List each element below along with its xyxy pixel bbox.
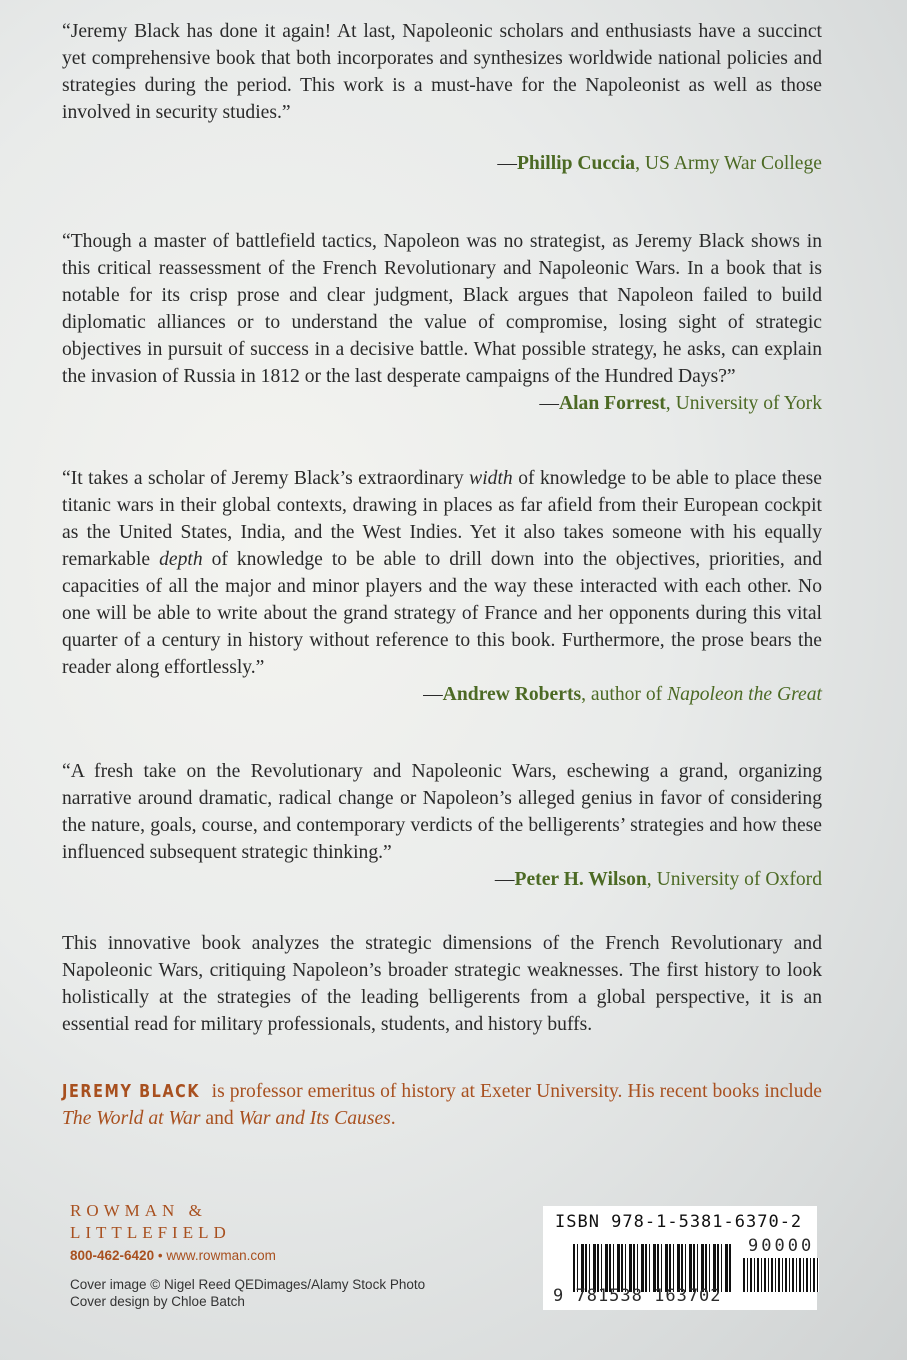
dash: — <box>539 393 559 414</box>
bullet: • <box>154 1248 167 1263</box>
cover-credits <box>70 1276 425 1310</box>
price-code: 90000 <box>748 1236 815 1256</box>
quote-3 <box>62 465 822 708</box>
reviewer-name: Andrew Roberts <box>442 684 582 705</box>
book-description: This innovative book analyzes the strategic dimensions of the French Revolutionary and Napoleonic Wars, critiquing Napoleon’s broader strategic weaknesses. The first history to look holistically at the strategies of the leading belligerents from a global perspective, it is an essential read for military professionals, students, and history buffs. <box>62 933 822 1035</box>
dash: — <box>423 684 443 705</box>
text: is professor emeritus of history at Exeter University. His recent books include <box>206 1081 822 1102</box>
emphasis: width <box>469 468 513 489</box>
reviewer-name: Alan Forrest <box>558 393 666 414</box>
author-bio <box>62 1078 822 1132</box>
reviewer-affiliation: , University of Oxford <box>646 869 822 890</box>
text: “It takes a scholar of Jeremy Black’s extraordinary <box>62 468 470 489</box>
book-title: The World at War <box>62 1108 201 1129</box>
credit-line: Cover design by Chloe Batch <box>70 1294 245 1309</box>
addon-bars <box>743 1258 819 1292</box>
dash: — <box>494 869 515 890</box>
reviewer-affiliation: , author of <box>581 684 668 705</box>
barcode-digits: 9 781538 163702 <box>553 1286 722 1306</box>
isbn-text: ISBN 978-1-5381-6370-2 <box>555 1212 803 1232</box>
text: . <box>390 1108 396 1129</box>
quote-2 <box>62 228 822 417</box>
website: www.rowman.com <box>166 1248 276 1263</box>
emphasis: depth <box>159 549 203 570</box>
quote-attribution <box>62 390 822 417</box>
isbn-barcode <box>543 1206 817 1310</box>
reviewer-affiliation: , University of York <box>665 393 822 414</box>
reviewer-name: Phillip Cuccia <box>516 153 636 174</box>
publisher-contact <box>70 1248 276 1263</box>
publisher-line: ROWMAN & <box>70 1201 207 1220</box>
author-name: JEREMY BLACK <box>62 1081 201 1102</box>
book-title: War and Its Causes <box>238 1108 391 1129</box>
quote-attribution <box>62 866 822 893</box>
quote-text: “Jeremy Black has done it again! At last, Napoleonic scholars and enthusiasts have a succinct yet comprehensive book that both incorporates and synthesizes worldwide national policies and strategies during the period. This work is a must-have for the Napoleonist as well as those involved in security studies.” <box>62 21 822 123</box>
barcode-bars <box>573 1244 731 1292</box>
text: of knowledge to be able to place these titanic wars in their global contexts, drawing in places as far afield from their European cockpit as the United States, India, and the West Indies. Yet it also takes someone with his equally remarkable <box>62 468 822 570</box>
quote-attribution <box>62 681 822 708</box>
publisher-logo <box>70 1200 231 1244</box>
reviewer-affiliation: , US Army War College <box>635 153 822 174</box>
quote-text: “Though a master of battlefield tactics, Napoleon was no strategist, as Jeremy Black shows in this critical reassessment of the French Revolutionary and Napoleonic Wars. In a book that is notable for its crisp prose and clear judgment, Black argues that Napoleon failed to build diplomatic alliances or to understand the value of compromise, losing sight of strategic objectives in pursuit of success in a decisive battle. What possible strategy, he asks, can explain the invasion of Russia in 1812 or the last desperate campaigns of the Hundred Days?” <box>62 231 822 387</box>
phone: 800-462-6420 <box>70 1248 155 1263</box>
quote-4 <box>62 758 822 893</box>
text: and <box>200 1108 239 1129</box>
book-title: Napoleon the Great <box>667 684 822 705</box>
quote-text: “A fresh take on the Revolutionary and Napoleonic Wars, eschewing a grand, organizing narrative around dramatic, radical change or Napoleon’s alleged genius in favor of considering the nature, goals, course, and contemporary verdicts of the belligerents’ strategies and how these influenced subsequent strategic thinking.” <box>62 761 822 863</box>
quote-attribution <box>62 150 822 177</box>
quote-1 <box>62 18 822 177</box>
text: of knowledge to be able to drill down into the objectives, priorities, and capacities of all the major and minor players and the way these interacted with each other. No one will be able to write about the grand strategy of France and her opponents during this vital quarter of a century in history without reference to this book. Furthermore, the prose bears the reader along effortlessly.” <box>62 549 822 678</box>
credit-line: Cover image © Nigel Reed QEDimages/Alamy Stock Photo <box>70 1277 426 1292</box>
quote-text <box>62 465 822 681</box>
reviewer-name: Peter H. Wilson <box>514 869 647 890</box>
dash: — <box>497 153 517 174</box>
publisher-line: LITTLEFIELD <box>70 1223 231 1242</box>
